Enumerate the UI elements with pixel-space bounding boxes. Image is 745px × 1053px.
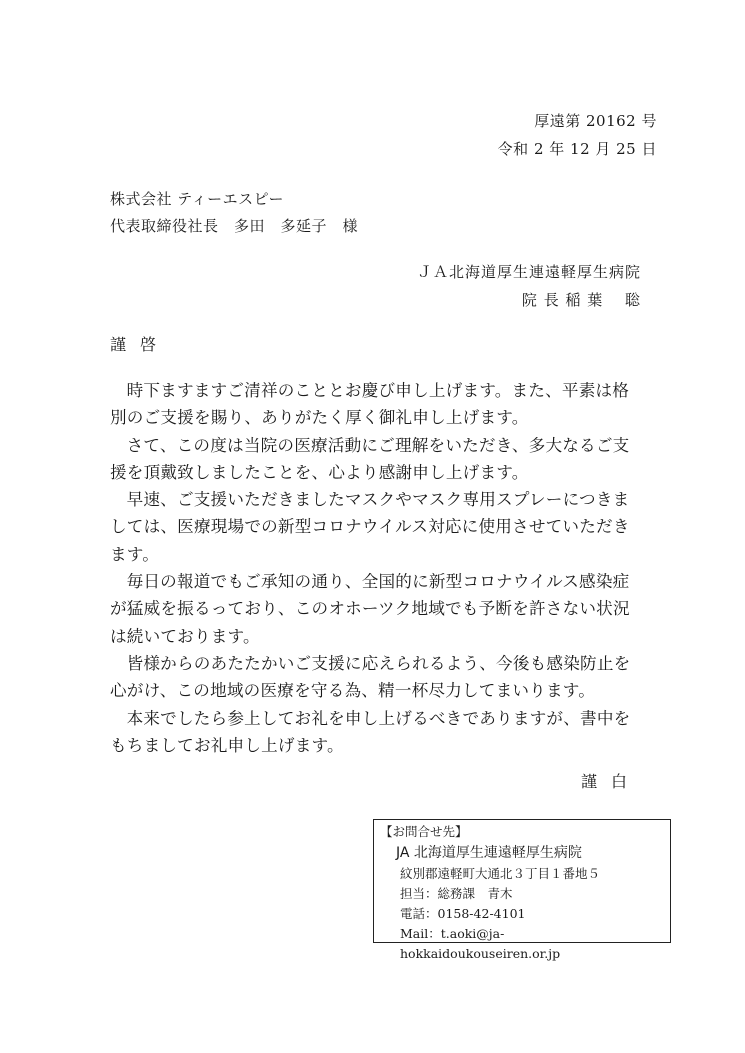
addressee-person: 代表取締役社長 多田 多延子 様 [110,217,359,235]
addressee-company: 株式会社 ティーエスピー [110,190,284,208]
letter-body [110,377,640,759]
document-number: 厚遠第 20162 号 [534,112,657,130]
sender-organization: ＪＡ北海道厚生連遠軽厚生病院 [416,263,641,281]
contact-mail[interactable]: Mail：t.aoki@ja-hokkaidoukouseiren.or.jp [400,926,561,961]
reference-block [498,107,657,163]
sender-director: 院 長 稲 葉 聡 [521,291,641,309]
contact-heading: 【お問合せ先】 [380,824,468,839]
body-paragraph: さて、この度は当院の医療活動にご理解をいただき、多大なるご支援を頂戴致しましたことを、心より感謝申し上げます。 [110,435,630,482]
body-paragraph: 皆様からのあたたかいご支援に応えられるよう、今後も感染防止を心がけ、この地域の医療を守る為、精一杯尽力してまいります。 [110,653,631,701]
body-paragraph: 毎日の報道でもご承知の通り、全国的に新型コロナウイルス感染症が猛威を振るっており、このオホーツク地域でも予断を許さない状況は続いております。 [110,572,630,646]
contact-phone: 電話：0158-42-4101 [400,906,526,921]
document-date: 令和 2 年 12 月 25 日 [497,140,657,158]
body-paragraph: 早速、ご支援いただきましたマスクやマスク専用スプレーにつきましては、医療現場での新型コロナウイルス対応に使用させていただきます。 [110,490,630,564]
contact-organization: JA 北海道厚生連遠軽厚生病院 [396,845,582,861]
salutation: 謹啓 [110,335,171,354]
body-paragraph: 時下ますますご清祥のこととお慶び申し上げます。また、平素は格別のご支援を賜り、ありがたく厚く御礼申し上げます。 [110,381,630,428]
contact-person: 担当：総務課 青木 [400,886,513,901]
contact-address: 紋別郡遠軽町大通北３丁目１番地５ [400,866,601,881]
addressee-block [110,186,358,240]
body-paragraph: 本来でしたら参上してお礼を申し上げるべきでありますが、書中をもちましてお礼申し上げます。 [110,708,631,755]
contact-box [373,819,671,961]
sender-block [417,258,641,314]
closing: 謹白 [580,772,641,791]
